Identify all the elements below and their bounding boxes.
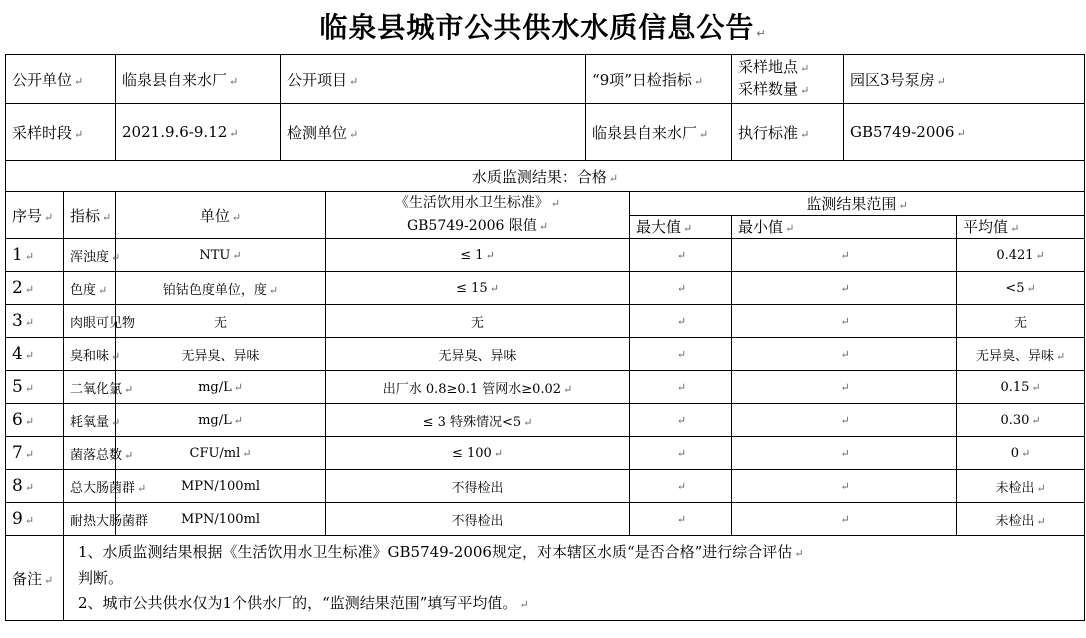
table-row — [6, 503, 1085, 536]
row-avg: 0.15 ↵ — [957, 371, 1085, 404]
row-indicator: 耐热大肠菌群 — [64, 503, 116, 536]
row-unit: CFU/ml ↵ — [116, 437, 326, 470]
table-row — [6, 239, 1085, 272]
table-row — [6, 437, 1085, 470]
test-unit-value: 临泉县自来水厂 ↵ — [586, 104, 732, 161]
row-indicator: 肉眼可见物 — [64, 305, 116, 338]
row-unit: mg/L ↵ — [116, 404, 326, 437]
row-max: ↵ — [630, 503, 732, 536]
row-unit: 无异臭、异味 — [116, 338, 326, 371]
row-max: ↵ — [630, 239, 732, 272]
result-title: 水质监测结果：合格 ↵ — [6, 161, 1085, 192]
table-row — [6, 371, 1085, 404]
publish-unit-value: 临泉县自来水厂 ↵ — [116, 55, 281, 104]
row-avg: 未检出 ↵ — [957, 503, 1085, 536]
row-unit: mg/L ↵ — [116, 371, 326, 404]
row-avg: 0 ↵ — [957, 437, 1085, 470]
sampling-site-value: 园区3号泵房 ↵ — [844, 55, 1085, 104]
row-max: ↵ — [630, 371, 732, 404]
row-indicator: 臭和味 ↵ — [64, 338, 116, 371]
info-row-1 — [6, 55, 1085, 104]
row-unit: NTU ↵ — [116, 239, 326, 272]
period-label: 采样时段 ↵ — [6, 104, 116, 161]
header-standard: 《生活饮用水卫生标准》 ↵ GB5749-2006 限值 ↵ — [326, 192, 630, 239]
row-min: ↵ — [732, 305, 957, 338]
info-row-2 — [6, 104, 1085, 161]
test-unit-label: 检测单位 ↵ — [281, 104, 586, 161]
row-indicator: 耗氧量 ↵ — [64, 404, 116, 437]
publish-unit-label: 公开单位 ↵ — [6, 55, 116, 104]
header-indicator: 指标 ↵ — [64, 192, 116, 239]
row-min: ↵ — [732, 437, 957, 470]
row-limit: ≤ 100 ↵ — [326, 437, 630, 470]
row-max: ↵ — [630, 338, 732, 371]
row-avg: <5 ↵ — [957, 272, 1085, 305]
row-avg: 0.421 ↵ — [957, 239, 1085, 272]
row-min: ↵ — [732, 404, 957, 437]
row-seq: 1 ↵ — [6, 239, 64, 272]
row-seq: 3 ↵ — [6, 305, 64, 338]
row-seq: 7 ↵ — [6, 437, 64, 470]
header-seq: 序号 ↵ — [6, 192, 64, 239]
notes-label: 备注 ↵ — [6, 536, 64, 621]
paragraph-mark-icon: ↵ — [756, 27, 767, 40]
row-min: ↵ — [732, 503, 957, 536]
header-range: 监测结果范围 ↵ — [630, 192, 1085, 216]
row-min: ↵ — [732, 470, 957, 503]
table-row — [6, 272, 1085, 305]
notes-content: 1、水质监测结果根据《生活饮用水卫生标准》GB5749-2006规定，对本辖区水质“是否合格”进行综合评估 ↵ 判断。 2、城市公共供水仅为1个供水厂的，“监测结果范围”填写平均值。 ↵ — [64, 536, 1085, 621]
row-indicator: 二氧化氯 ↵ — [64, 371, 116, 404]
row-seq: 9 ↵ — [6, 503, 64, 536]
row-indicator: 色度 ↵ — [64, 272, 116, 305]
notes-row — [6, 536, 1085, 621]
row-min: ↵ — [732, 338, 957, 371]
row-seq: 4 ↵ — [6, 338, 64, 371]
row-max: ↵ — [630, 305, 732, 338]
period-value: 2021.9.6-9.12 ↵ — [116, 104, 281, 161]
page-title — [0, 6, 1086, 46]
row-seq: 2 ↵ — [6, 272, 64, 305]
row-seq: 6 ↵ — [6, 404, 64, 437]
row-seq: 5 ↵ — [6, 371, 64, 404]
row-limit: 不得检出 — [326, 503, 630, 536]
standard-label: 执行标准 ↵ — [732, 104, 844, 161]
header-avg: 平均值 ↵ — [957, 215, 1085, 239]
header-min: 最小值 ↵ — [732, 215, 957, 239]
row-max: ↵ — [630, 437, 732, 470]
table-row — [6, 470, 1085, 503]
sampling-site-label: 采样地点 ↵ 采样数量 ↵ — [732, 55, 844, 104]
water-quality-table — [5, 54, 1085, 621]
header-max: 最大值 ↵ — [630, 215, 732, 239]
row-unit: MPN/100ml — [116, 503, 326, 536]
row-limit: 无异臭、异味 — [326, 338, 630, 371]
header-row-1 — [6, 192, 1085, 216]
row-indicator: 总大肠菌群 ↵ — [64, 470, 116, 503]
row-limit: 无 — [326, 305, 630, 338]
row-unit: 铂钴色度单位，度 ↵ — [116, 272, 326, 305]
result-row — [6, 161, 1085, 192]
row-max: ↵ — [630, 272, 732, 305]
row-max: ↵ — [630, 470, 732, 503]
row-avg: 无异臭、异味 ↵ — [957, 338, 1085, 371]
table-row — [6, 404, 1085, 437]
title-text: 临泉县城市公共供水水质信息公告 — [319, 11, 755, 44]
standard-value: GB5749-2006 ↵ — [844, 104, 1085, 161]
row-limit: ≤ 3 特殊情况<5 ↵ — [326, 404, 630, 437]
row-unit: 无 — [116, 305, 326, 338]
table-row — [6, 338, 1085, 371]
row-limit: 不得检出 — [326, 470, 630, 503]
row-limit: 出厂水 0.8≥0.1 管网水≥0.02 ↵ — [326, 371, 630, 404]
header-unit: 单位 ↵ — [116, 192, 326, 239]
row-max: ↵ — [630, 404, 732, 437]
row-unit: MPN/100ml — [116, 470, 326, 503]
row-avg: 未检出 ↵ — [957, 470, 1085, 503]
row-min: ↵ — [732, 272, 957, 305]
row-indicator: 浑浊度 ↵ — [64, 239, 116, 272]
row-limit: ≤ 1 ↵ — [326, 239, 630, 272]
row-indicator: 菌落总数 ↵ — [64, 437, 116, 470]
row-seq: 8 ↵ — [6, 470, 64, 503]
publish-item-value: “9项”日检指标 ↵ — [586, 55, 732, 104]
publish-item-label: 公开项目 ↵ — [281, 55, 586, 104]
row-min: ↵ — [732, 371, 957, 404]
table-row — [6, 305, 1085, 338]
row-avg: 无 — [957, 305, 1085, 338]
row-limit: ≤ 15 ↵ — [326, 272, 630, 305]
row-min: ↵ — [732, 239, 957, 272]
row-avg: 0.30 ↵ — [957, 404, 1085, 437]
